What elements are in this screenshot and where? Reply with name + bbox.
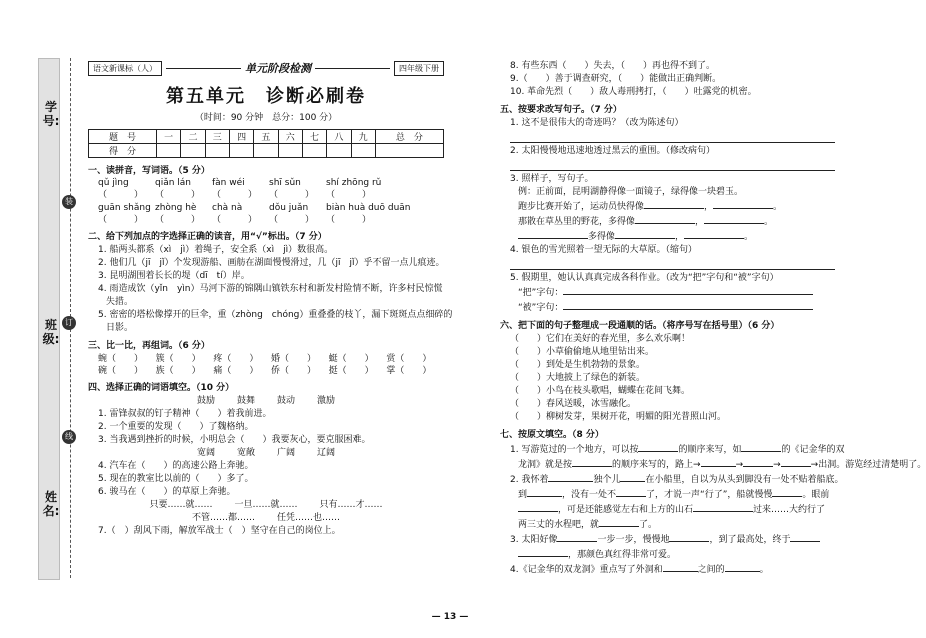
q5-answer-2[interactable] — [510, 158, 835, 171]
q6-item-1[interactable]: （ ）它们在美好的春光里，多么欢乐啊！ — [510, 334, 691, 344]
q5-item-1: 1. 这不是很伟大的奇迹吗？（改为陈述句） — [510, 118, 684, 128]
q7-item-4[interactable]: 4.《记金华的双龙洞》重点写了外洞和 之间的 。 — [500, 562, 835, 577]
right-column — [500, 60, 926, 577]
page-subtitle: （时间：90 分钟 总分：100 分） — [194, 113, 338, 123]
q7-item-3a[interactable]: 3. 太阳好像 一步一步，慢慢地 ，到了最高处，终于 — [500, 532, 835, 547]
q5-example: 例：正前面，昆明湖静得像一面镜子，绿得像一块碧玉。 — [518, 187, 744, 197]
q5-fill-1[interactable]: 跑步比赛开始了，运动员快得像 ， 。 — [500, 199, 835, 214]
header-banner: 单元阶段检测 — [245, 62, 311, 75]
q4-word-bank-3b: 不管……都…… 任凭……也…… — [191, 513, 341, 523]
q4-item-5[interactable]: 5. 现在的教室比以前的（ ）多了。 — [98, 474, 254, 484]
left-column — [88, 60, 453, 538]
class-label: 班级: — [42, 318, 60, 346]
q7-item-2c[interactable]: ，可是还能感觉左右和上方的山石 过来……大约行了 — [500, 502, 835, 517]
q6-item-3[interactable]: （ ）到处是生机勃勃的景象。 — [510, 360, 646, 370]
q4-item-7[interactable]: 7.（ ）刮风下雨，解放军战士（ ）坚守在自己的岗位上。 — [98, 526, 341, 536]
score-table: 题 号 一 二 三 四 五 六 七 八 九 总 分 得 分 — [88, 129, 444, 158]
binding-circle-3: 线 — [62, 430, 76, 444]
q1-heading: 一、读拼音，写词语。（5 分） — [88, 166, 210, 176]
q2-item-5-cont: 日影。 — [106, 323, 134, 333]
edition-tag: 语文新课标（人） — [88, 61, 162, 76]
q7-item-2b[interactable]: 到 ，没有一处不 了，才说一声“行了”，船就慢慢 。眼前 — [500, 487, 835, 502]
q2-item-2[interactable]: 2. 他们几（jī jǐ）个发现游船、画舫在湖面慢慢滑过，几（jī jǐ）乎不留一点儿痕迹。 — [98, 258, 445, 268]
q6-item-2[interactable]: （ ）小草偷偷地从地里钻出来。 — [510, 347, 655, 357]
q4-word-bank-3a: 只要……就…… 一旦……就…… 只有……才…… — [149, 500, 383, 510]
q4-item-4[interactable]: 4. 汽车在（ ）的高速公路上奔驰。 — [98, 461, 254, 471]
q7-item-1b[interactable]: 龙洞》就是按 的顺序来写的，路上→ → → →出洞。游览经过清楚明了。 — [500, 457, 835, 472]
page-number: — 13 — — [431, 612, 469, 622]
q5-heading: 五、按要求改写句子。（7 分） — [500, 105, 622, 115]
q4-item-3[interactable]: 3. 当我遇到挫折的时候，小明总会（ ）我要灰心，要克服困难。 — [98, 435, 371, 445]
q1-pinyin-row-2: guān shǎng zhòng hè chà nà dǒu juǎn biàn huà duō duān — [98, 203, 411, 213]
q7-item-2d[interactable]: 两三丈的水程吧，就 了。 — [500, 517, 835, 532]
q1-answer-row-1[interactable]: （ ） （ ） （ ） （ ） （ ） — [98, 190, 372, 200]
name-label: 姓名: — [42, 490, 60, 518]
q1-pinyin-row-1: qǔ jìng qiǎn lán fàn wéi shī sǔn shí zhōng rǔ — [98, 178, 382, 188]
q5-ba-sentence[interactable]: “把”字句： — [500, 285, 835, 300]
q5-item-2: 2. 太阳慢慢地迅速地透过黑云的重围。（修改病句） — [510, 146, 715, 156]
q5-fill-2[interactable]: 那散在草丛里的野花，多得像 ， 。 — [500, 214, 835, 229]
q7-item-2a[interactable]: 2. 我怀着 独个儿 在小船里，自以为从头到脚没有一处不贴着船底。 — [500, 472, 835, 487]
q7-heading: 七、按原文填空。（8 分） — [500, 430, 604, 440]
q4-heading: 四、选择正确的词语填空。（10 分） — [88, 383, 235, 393]
q6-item-4[interactable]: （ ）大地披上了绿色的新装。 — [510, 373, 646, 383]
q2-item-4[interactable]: 4. 雨造成饮（yǐn yìn）马河下游的锦隅山镇铁东村和新发村险情不断，许多村民惊慌 — [98, 284, 443, 294]
q4-item-9[interactable]: 9.（ ）善于调查研究，（ ）能做出正确判断。 — [510, 74, 722, 84]
q4-item-1[interactable]: 1. 雷锋叔叔的钉子精神（ ）着我前进。 — [98, 409, 272, 419]
q4-item-2[interactable]: 2. 一个重要的发现（ ）了魏格纳。 — [98, 422, 254, 432]
grade-tag: 四年级下册 — [394, 61, 444, 76]
q6-item-5[interactable]: （ ）小鸟在枝头歌唱，蝴蝶在花间飞舞。 — [510, 386, 691, 396]
q2-heading: 二、给下列加点的字选择正确的读音，用“√”标出。（7 分） — [88, 232, 327, 242]
q2-item-5[interactable]: 5. 密密的塔松像撑开的巨伞，重（zhòng chóng）重叠叠的枝丫，漏下斑斑点点细碎的 — [98, 310, 453, 320]
page-header — [88, 60, 444, 76]
student-id-label: 学号: — [42, 100, 60, 128]
q4-item-10[interactable]: 10. 革命先烈（ ）敌人毒刑拷打，（ ）吐露党的机密。 — [510, 87, 757, 97]
q4-word-bank-2: 宽阔 宽敞 广阔 辽阔 — [196, 448, 336, 458]
q4-item-6[interactable]: 6. 骏马在（ ）的草原上奔驰。 — [98, 487, 236, 497]
q7-item-3b[interactable]: ，那颜色真红得非常可爱。 — [500, 547, 835, 562]
q5-bei-sentence[interactable]: “被”字句： — [500, 300, 835, 315]
q7-item-1a[interactable]: 1. 写游览过的一个地方，可以按 的顺序来写，如 的《记金华的双 — [500, 442, 835, 457]
q3-grid[interactable]: 蜿（ ） 簇（ ） 疼（ ） 婚（ ） 蜓（ ） 赏（ ） 碗（ ） 族（ ） 痛（ ） 侨（ ） 挺（ ） 掌（ ） — [98, 354, 432, 376]
q5-answer-4[interactable] — [510, 257, 835, 270]
q4-item-8[interactable]: 8. 有些东西（ ）失去，（ ）再也得不到了。 — [510, 61, 715, 71]
binding-circle-2: 订 — [62, 316, 76, 330]
q5-item-4: 4. 银色的雪光照着一望无际的大草原。（缩句） — [510, 245, 697, 255]
q5-item-3: 3. 照样子，写句子。 — [510, 174, 594, 184]
q6-heading: 六、把下面的句子整理成一段通顺的话。（将序号写在括号里）（6 分） — [500, 321, 780, 331]
binding-circle-1: 装 — [62, 195, 76, 209]
q6-item-7[interactable]: （ ）柳树发芽，果树开花，明媚的阳光普照山河。 — [510, 412, 727, 422]
q5-fill-3[interactable]: 多得像 ， 。 — [500, 229, 835, 244]
q5-answer-1[interactable] — [510, 130, 835, 143]
q3-heading: 三、比一比，再组词。（6 分） — [88, 341, 210, 351]
q2-item-1[interactable]: 1. 船两头都系（xì jì）着绳子，安全系（xì jì）数很高。 — [98, 245, 334, 255]
q2-item-4-cont: 失措。 — [106, 297, 134, 307]
q2-item-3[interactable]: 3. 昆明湖围着长长的堤（dī tí）岸。 — [98, 271, 250, 281]
q5-item-5: 5. 假期里，她认认真真完成各科作业。（改为“把”字句和“被”字句） — [510, 273, 779, 283]
q6-item-6[interactable]: （ ）春风送暖，冰雪融化。 — [510, 399, 637, 409]
q4-word-bank-1: 鼓励 鼓舞 鼓动 激励 — [196, 396, 336, 406]
page-title: 第五单元 诊断必刷卷 — [166, 86, 366, 107]
q1-answer-row-2[interactable]: （ ） （ ） （ ） （ ） （ ） — [98, 215, 372, 225]
